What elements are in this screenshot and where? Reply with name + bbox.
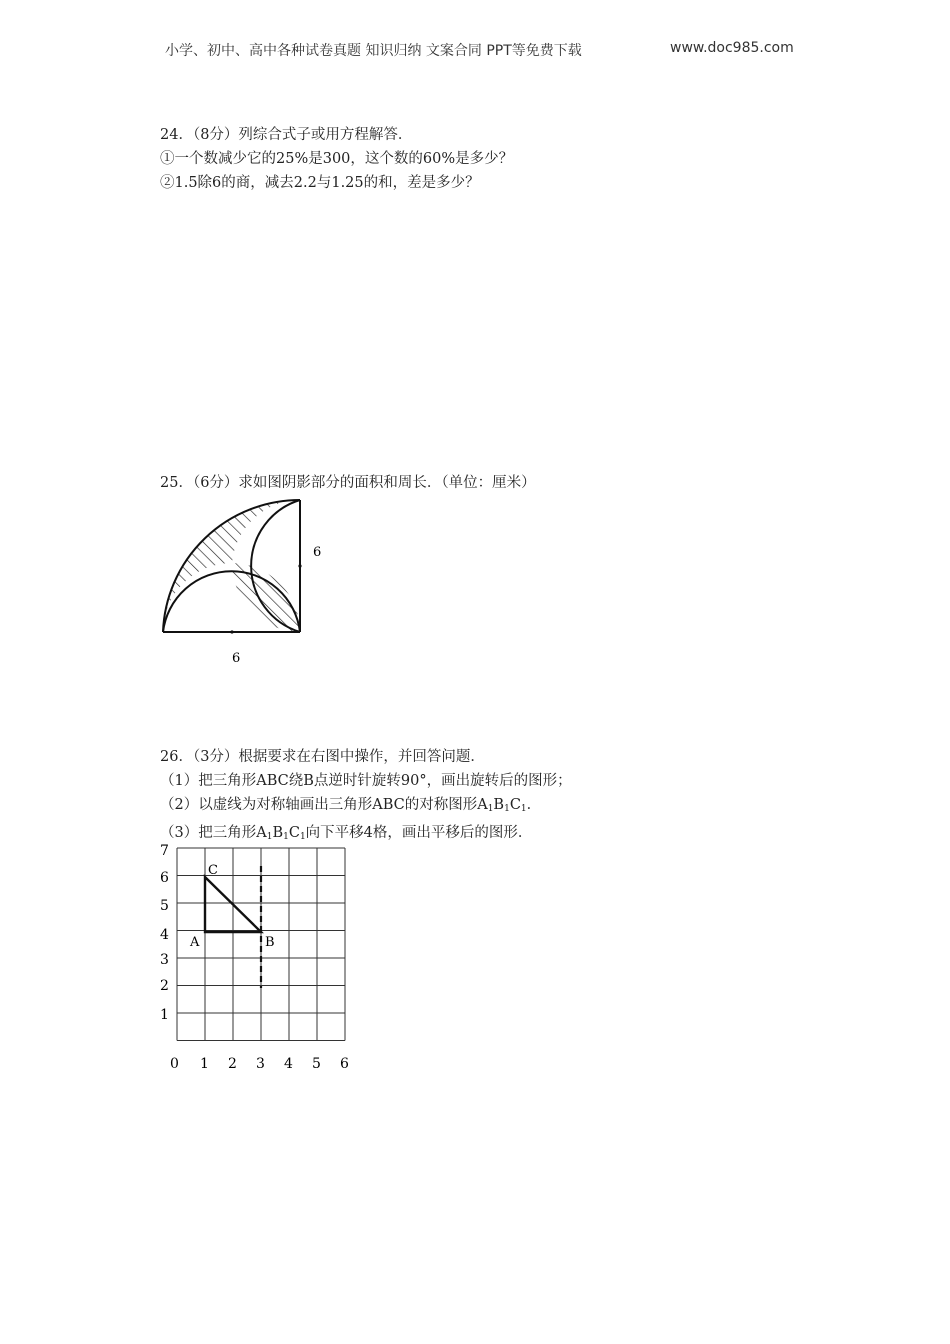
x-tick-label: 4 bbox=[284, 1056, 293, 1072]
header-site: www.doc985.com bbox=[670, 40, 794, 56]
question-24-item-2: ②1.5除6的商，减去2.2与1.25的和，差是多少？ bbox=[160, 175, 480, 191]
x-tick-label: 1 bbox=[200, 1056, 209, 1072]
y-tick-label: 7 bbox=[160, 843, 169, 859]
point-label-c: C bbox=[208, 863, 218, 878]
y-tick-label: 6 bbox=[160, 870, 169, 886]
question-26-item-1: （1）把三角形ABC绕B点逆时针旋转90°，画出旋转后的图形； bbox=[160, 773, 572, 789]
x-tick-label: 0 bbox=[170, 1056, 179, 1072]
question-26-item-3: （3）把三角形$A_1B_1C_1$向下平移4格，画出平移后的图形． bbox=[160, 825, 533, 842]
y-tick-label: 5 bbox=[160, 898, 169, 914]
question-24-heading: 24．（8分）列综合式子或用方程解答． bbox=[160, 127, 413, 143]
y-axis-ticks bbox=[160, 843, 169, 1023]
y-tick-label: 4 bbox=[160, 927, 169, 943]
x-axis-ticks bbox=[170, 1056, 349, 1072]
x-tick-label: 6 bbox=[340, 1056, 349, 1072]
x-tick-label: 5 bbox=[312, 1056, 321, 1072]
question-26-heading: 26．（3分）根据要求在右图中操作，并回答问题． bbox=[160, 749, 485, 765]
header-title: 小学、初中、高中各种试卷真题 知识归纳 文案合同 PPT等免费下载 bbox=[165, 43, 582, 59]
x-tick-label: 3 bbox=[256, 1056, 265, 1072]
x-tick-label: 2 bbox=[228, 1056, 237, 1072]
y-tick-label: 2 bbox=[160, 978, 169, 994]
point-label-b: B bbox=[265, 935, 275, 950]
vertical-length-label: 6 bbox=[313, 545, 322, 560]
y-tick-label: 1 bbox=[160, 1007, 169, 1023]
point-label-a: A bbox=[190, 935, 200, 950]
question-24-item-1: ①一个数减少它的25%是300，这个数的60%是多少？ bbox=[160, 151, 514, 167]
question-26-item-2: （2）以虚线为对称轴画出三角形ABC的对称图形$A_1B_1C_1$． bbox=[160, 797, 542, 814]
question-25-heading: 25．（6分）求如图阴影部分的面积和周长．（单位：厘米） bbox=[160, 475, 536, 491]
y-tick-label: 3 bbox=[160, 952, 169, 968]
horizontal-length-label: 6 bbox=[232, 651, 241, 666]
